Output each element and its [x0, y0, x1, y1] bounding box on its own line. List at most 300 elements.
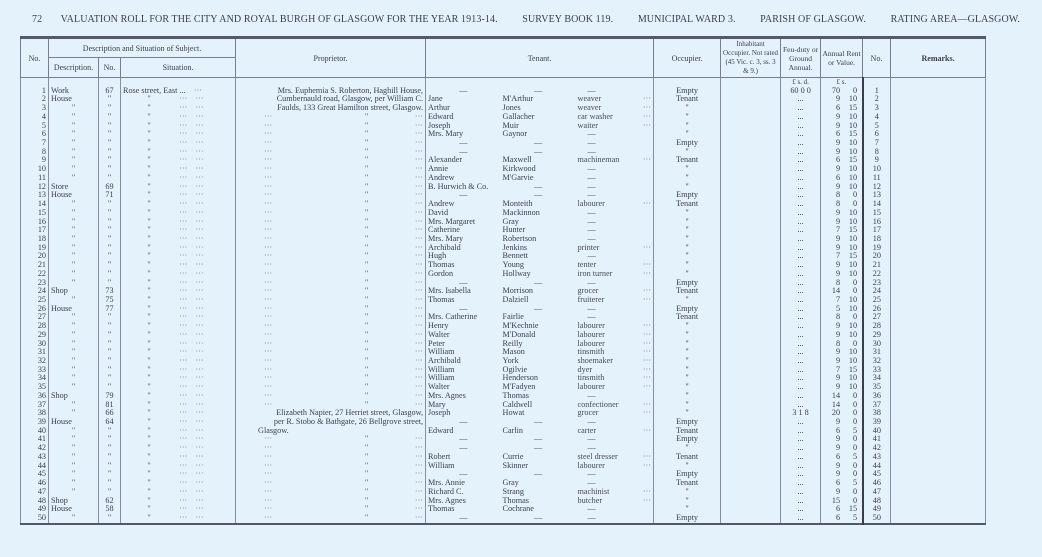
occupation-text: labourer [577, 338, 605, 348]
number: 62 [99, 497, 121, 506]
leader-dots: ··· [642, 460, 652, 470]
rent-shillings: 10 [848, 233, 858, 243]
remarks [891, 348, 986, 357]
proprietor-ditto: " [364, 478, 369, 488]
occupier: " [654, 366, 721, 375]
leader-dots: ··· ··· [175, 364, 204, 374]
remarks [891, 409, 986, 418]
tenant-surname: — [533, 434, 543, 444]
remarks [891, 139, 986, 148]
feu-duty: ... [781, 305, 821, 314]
tenant-surname: — [533, 443, 543, 453]
tenant-first-name: Edward [426, 427, 501, 436]
occupation-text: weaver [577, 94, 602, 104]
description: Work [49, 87, 99, 96]
leader-dots: ··· [264, 356, 273, 365]
row-no: 47 [21, 488, 49, 497]
leader-dots: ··· [642, 486, 652, 496]
rent-pounds: 14 [831, 390, 841, 400]
row-no-right: 15 [863, 209, 891, 218]
remarks [891, 209, 986, 218]
leader-dots: ··· ··· [175, 94, 204, 104]
inhabitant-occupier [721, 148, 781, 157]
description: " [49, 261, 99, 270]
leader-dots: ··· [414, 251, 424, 261]
description: " [49, 322, 99, 331]
situation-ditto: " [147, 268, 151, 278]
occupier: " [654, 409, 721, 418]
tenant-surname: M'Arthur [502, 94, 534, 104]
situation-ditto: " [147, 146, 151, 156]
row-no-right: 12 [863, 183, 891, 192]
occupation-text: labourer [577, 321, 605, 331]
occupation: — [576, 183, 654, 192]
occupation-text: fruiterer [577, 294, 605, 304]
leader-dots: ··· ··· [175, 451, 204, 461]
description: " [49, 427, 99, 436]
row-no-right: 42 [863, 444, 891, 453]
feu-duty: 60 0 0 [781, 87, 821, 96]
row-no-right: 44 [863, 462, 891, 471]
occupation-text: labourer [577, 382, 605, 392]
occupier: " [654, 270, 721, 279]
inhabitant-occupier [721, 122, 781, 131]
leader-dots: ··· ··· [175, 155, 204, 165]
rent-pounds: 9 [835, 417, 841, 427]
feu-units: £ s. d. [781, 78, 821, 87]
leader-dots: ··· [264, 190, 273, 200]
tenant-first-name: William [426, 374, 501, 383]
row-no: 34 [21, 374, 49, 383]
tenant-surname: — [533, 138, 543, 148]
remarks [891, 322, 986, 331]
situation-ditto: " [147, 103, 151, 113]
inhabitant-occupier [721, 409, 781, 418]
number: " [99, 348, 121, 357]
tenant-surname: Reilly [502, 338, 523, 348]
leader-dots: ··· [642, 425, 652, 435]
occupier: " [654, 252, 721, 261]
remarks [891, 374, 986, 383]
leader-dots: ··· [414, 382, 424, 392]
description: House [49, 191, 99, 200]
description: " [49, 156, 99, 165]
situation-ditto: " [147, 129, 151, 139]
feu-duty: ... [781, 514, 821, 524]
row-no-right: 50 [863, 514, 891, 524]
description: " [49, 374, 99, 383]
rent-pounds: 8 [835, 199, 841, 209]
leader-dots: ··· [642, 199, 652, 209]
rent-pounds: 9 [835, 329, 841, 339]
leader-dots: ··· [642, 260, 652, 270]
leader-dots: ··· [264, 268, 273, 278]
leader-dots: ··· [264, 373, 273, 383]
description: " [49, 366, 99, 375]
number: 66 [99, 409, 121, 418]
leader-dots: ··· [264, 216, 273, 226]
row-no: 25 [21, 296, 49, 305]
leader-dots: ··· [642, 451, 652, 461]
row-no-right: 18 [863, 235, 891, 244]
number: " [99, 270, 121, 279]
leader-dots: ··· [642, 286, 652, 296]
leader-dots: ··· ··· [175, 303, 204, 313]
description: " [49, 226, 99, 235]
rent-shillings: 0 [852, 434, 858, 444]
occupier: " [654, 322, 721, 331]
leader-dots: ··· ··· [175, 425, 204, 435]
leader-dots: ··· [414, 172, 424, 182]
tenant-surname: Cochrane [502, 504, 534, 514]
feu-duty: ... [781, 366, 821, 375]
rent-pounds: 6 [835, 425, 841, 435]
remarks [891, 418, 986, 427]
description: " [49, 470, 99, 479]
rent-pounds: 6 [835, 155, 841, 165]
row-no-right: 28 [863, 322, 891, 331]
tenant-surname: Henderson [502, 373, 538, 383]
rent-shillings: 5 [852, 451, 858, 461]
row-no-right: 21 [863, 261, 891, 270]
occupier: " [654, 462, 721, 471]
proprietor-ditto: " [364, 138, 369, 148]
table-row [21, 462, 986, 471]
leader-dots: ··· [264, 329, 273, 339]
col-no-right: No. [863, 38, 891, 78]
row-no: 19 [21, 244, 49, 253]
leader-dots: ··· [414, 443, 424, 453]
remarks [891, 401, 986, 410]
row-no: 22 [21, 270, 49, 279]
leader-dots: ··· [264, 364, 273, 374]
feu-duty: ... [781, 444, 821, 453]
row-no-right: 8 [863, 148, 891, 157]
tenant-surname: Howat [502, 408, 525, 418]
leader-dots: ··· ··· [175, 312, 204, 322]
feu-duty: ... [781, 313, 821, 322]
leader-dots: ··· ··· [175, 251, 204, 261]
leader-dots: ··· [642, 373, 652, 383]
row-no: 49 [21, 505, 49, 514]
inhabitant-occupier [721, 479, 781, 488]
leader-dots: ··· [642, 408, 652, 418]
row-no-right: 47 [863, 488, 891, 497]
number: 58 [99, 505, 121, 514]
feu-duty: ... [781, 479, 821, 488]
row-no: 9 [21, 156, 49, 165]
feu-duty: ... [781, 340, 821, 349]
leader-dots: ··· [264, 451, 273, 461]
row-no-right: 25 [863, 296, 891, 305]
rent-pounds: 9 [835, 233, 841, 243]
inhabitant-occupier [721, 462, 781, 471]
row-no: 38 [21, 409, 49, 418]
number: " [99, 444, 121, 453]
leader-dots: ··· [414, 111, 424, 121]
row-no: 21 [21, 261, 49, 270]
remarks [891, 191, 986, 200]
proprietor-ditto: " [364, 207, 369, 217]
feu-duty: ... [781, 252, 821, 261]
situation-ditto: " [147, 190, 151, 200]
occupier: Empty [654, 279, 721, 288]
proprietor-ditto: " [364, 495, 369, 505]
remarks [891, 462, 986, 471]
number: 79 [99, 392, 121, 401]
tenant-surname: Muir [502, 120, 519, 130]
row-no: 6 [21, 130, 49, 139]
description: " [49, 279, 99, 288]
tenant-surname: Robertson [502, 233, 537, 243]
row-no: 4 [21, 113, 49, 122]
leader-dots: ··· [414, 164, 424, 174]
number: " [99, 113, 121, 122]
row-no: 45 [21, 470, 49, 479]
description: " [49, 235, 99, 244]
proprietor: Elizabeth Napier, 27 Herriet street, Glasgow, [236, 409, 426, 418]
leader-dots: ··· ··· [175, 233, 204, 243]
remarks [891, 218, 986, 227]
leader-dots: ··· ··· [175, 417, 204, 427]
situation-ditto: " [147, 277, 151, 287]
leader-dots: ··· [414, 233, 424, 243]
row-no: 3 [21, 104, 49, 113]
situation-ditto: " [147, 338, 151, 348]
description: House [49, 505, 99, 514]
remarks [891, 113, 986, 122]
tenant-surname: Bennett [502, 251, 528, 261]
feu-duty: ... [781, 165, 821, 174]
feu-duty: ... [781, 418, 821, 427]
tenant-first-name: William [426, 462, 501, 471]
leader-dots: ··· ··· [175, 486, 204, 496]
row-no-right: 39 [863, 418, 891, 427]
remarks [891, 392, 986, 401]
row-no: 20 [21, 252, 49, 261]
row-no: 43 [21, 453, 49, 462]
occupier: " [654, 165, 721, 174]
leader-dots: ··· ··· [175, 129, 204, 139]
occupier: Tenant [654, 287, 721, 296]
leader-dots: ··· ··· [175, 242, 204, 252]
leader-dots: ··· ··· [175, 190, 204, 200]
leader-dots: ··· [414, 303, 424, 313]
proprietor-ditto: " [364, 233, 369, 243]
tenant-first-name: Mary [426, 401, 501, 410]
rent-shillings: 10 [848, 294, 858, 304]
leader-dots: ··· ··· [175, 181, 204, 191]
proprietor-ditto: " [364, 129, 369, 139]
leader-dots: ··· [264, 486, 273, 496]
remarks [891, 252, 986, 261]
rent-shillings: 0 [852, 443, 858, 453]
feu-duty: ... [781, 392, 821, 401]
occupier: Empty [654, 87, 721, 96]
rent-shillings: 10 [848, 138, 858, 148]
row-no: 28 [21, 322, 49, 331]
situation-ditto: " [147, 399, 151, 409]
inhabitant-occupier [721, 183, 781, 192]
rent-pounds: 6 [835, 512, 841, 522]
tenant-first-name: Thomas [426, 296, 501, 305]
tenant-first-name: Andrew [426, 174, 501, 183]
tenant-surname: Maxwell [502, 155, 532, 165]
tenant-first-name: David [426, 209, 501, 218]
rent-shillings: 0 [852, 85, 858, 95]
occupation: — [576, 148, 654, 157]
rent-pounds: 9 [835, 242, 841, 252]
proprietor-ditto: " [364, 443, 369, 453]
rent-shillings: 0 [852, 277, 858, 287]
feu-duty: ... [781, 470, 821, 479]
row-no: 11 [21, 174, 49, 183]
inhabitant-occupier [721, 200, 781, 209]
leader-dots: ··· [264, 303, 273, 313]
leader-dots: ··· [264, 469, 273, 479]
leader-dots: ··· [414, 373, 424, 383]
row-no: 31 [21, 348, 49, 357]
empty-cell [721, 78, 781, 87]
leader-dots: ··· [642, 294, 652, 304]
rent-shillings: 0 [852, 486, 858, 496]
occupier: " [654, 209, 721, 218]
remarks [891, 244, 986, 253]
inhabitant-occupier [721, 165, 781, 174]
rent-units: £ s. [821, 78, 863, 87]
rent-shillings: 15 [848, 155, 858, 165]
tenant-first-name: B. Hurwich & Co. [426, 183, 501, 192]
rent-shillings: 10 [848, 164, 858, 174]
rent-pounds: 7 [835, 364, 841, 374]
number: " [99, 374, 121, 383]
situation-ditto: " [147, 495, 151, 505]
tenant-first-name: Henry [426, 322, 501, 331]
tenant-first-name: Archibald [426, 244, 501, 253]
feu-duty: ... [781, 348, 821, 357]
occupier: Tenant [654, 200, 721, 209]
leader-dots: ··· ··· [175, 408, 204, 418]
row-no: 17 [21, 226, 49, 235]
proprietor-ditto: " [364, 190, 369, 200]
tenant-first-name: Mrs. Mary [426, 130, 501, 139]
rent-pounds: 9 [835, 94, 841, 104]
leader-dots: ··· ··· [175, 399, 204, 409]
leader-dots: ··· [642, 321, 652, 331]
feu-duty: ... [781, 270, 821, 279]
leader-dots: ··· ··· [175, 172, 204, 182]
tenant-first-name: Thomas [426, 261, 501, 270]
tenant-surname: Gray [502, 478, 519, 488]
number: " [99, 383, 121, 392]
rent-pounds: 14 [831, 286, 841, 296]
tenant-surname: — [533, 417, 543, 427]
tenant-first-name: Edward [426, 113, 501, 122]
tenant-first-name: — [426, 418, 501, 427]
row-no-right: 13 [863, 191, 891, 200]
inhabitant-occupier [721, 374, 781, 383]
rent-pounds: 70 [831, 85, 841, 95]
description: Shop [49, 392, 99, 401]
remarks [891, 235, 986, 244]
row-no: 14 [21, 200, 49, 209]
tenant-surname: M'Fadyen [502, 382, 536, 392]
tenant-first-name: — [426, 435, 501, 444]
occupier: Empty [654, 305, 721, 314]
row-no: 42 [21, 444, 49, 453]
number: " [99, 130, 121, 139]
situation-ditto: " [147, 417, 151, 427]
occupier: " [654, 174, 721, 183]
leader-dots: ··· [414, 312, 424, 322]
situation-ditto: " [147, 373, 151, 383]
description: House [49, 305, 99, 314]
leader-dots: ··· [414, 225, 424, 235]
proprietor-ditto: " [364, 486, 369, 496]
tenant-surname: Jones [502, 103, 521, 113]
row-no-right: 34 [863, 374, 891, 383]
col-description: Description. [49, 58, 99, 78]
leader-dots: ··· ··· [175, 103, 204, 113]
rent-pounds: 9 [835, 146, 841, 156]
proprietor: Mrs. Euphemia S. Roberton, Haghill House, [236, 87, 426, 96]
situation-ditto: " [147, 260, 151, 270]
leader-dots: ··· [414, 242, 424, 252]
rent-shillings: 10 [848, 382, 858, 392]
rent-pounds: 20 [831, 408, 841, 418]
rent-shillings: 15 [848, 225, 858, 235]
rent-shillings: 15 [848, 251, 858, 261]
occupation: — [576, 174, 654, 183]
row-no-right: 9 [863, 156, 891, 165]
row-no-right: 1 [863, 87, 891, 96]
row-no-right: 37 [863, 401, 891, 410]
tenant-surname: — [533, 181, 543, 191]
occupier: " [654, 261, 721, 270]
col-remarks: Remarks. [891, 38, 986, 78]
occupation-text: labourer [577, 460, 605, 470]
occupation: — [576, 252, 654, 261]
occupation-text: butcher [577, 495, 603, 505]
occupier: Empty [654, 514, 721, 524]
description: House [49, 95, 99, 104]
inhabitant-occupier [721, 261, 781, 270]
proprietor-ditto: " [364, 356, 369, 365]
leader-dots: ··· [414, 260, 424, 270]
inhabitant-occupier [721, 340, 781, 349]
inhabitant-occupier [721, 87, 781, 96]
remarks [891, 130, 986, 139]
leader-dots: ··· [642, 364, 652, 374]
leader-dots: ··· [414, 129, 424, 139]
feu-duty: ... [781, 244, 821, 253]
leader-dots: ··· [264, 382, 273, 392]
tenant-surname: Gallacher [502, 111, 535, 121]
leader-dots: ··· ··· [175, 120, 204, 130]
proprietor-ditto: " [364, 451, 369, 461]
remarks [891, 174, 986, 183]
row-no-right: 27 [863, 313, 891, 322]
col-description-group: Description and Situation of Subject. [49, 38, 236, 58]
feu-duty: ... [781, 427, 821, 436]
occupation: — [576, 279, 654, 288]
inhabitant-occupier [721, 488, 781, 497]
col-proprietor: Proprietor. [236, 38, 426, 78]
leader-dots: ··· [642, 111, 652, 121]
proprietor-ditto: " [364, 390, 369, 400]
leader-dots: ··· [264, 399, 273, 409]
proprietor-ditto: " [364, 294, 369, 304]
